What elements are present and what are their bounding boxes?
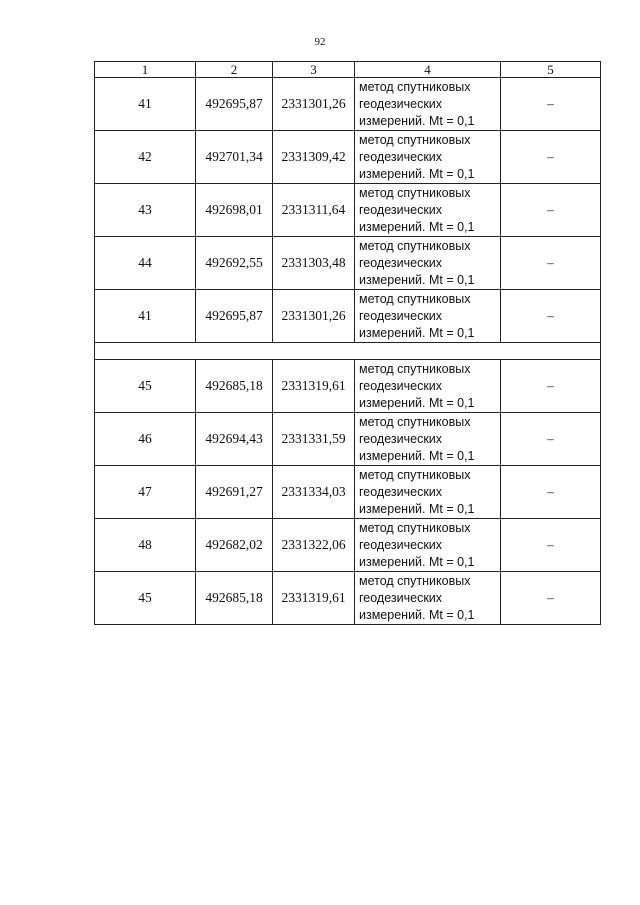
method-cell bbox=[355, 78, 501, 131]
method-cell bbox=[355, 466, 501, 519]
note-cell: – bbox=[501, 519, 601, 572]
method-line: метод спутниковых bbox=[359, 361, 471, 376]
method-line: измерений. Mt = 0,1 bbox=[359, 272, 475, 287]
x-coordinate-cell: 492694,43 bbox=[196, 413, 273, 466]
method-line: метод спутниковых bbox=[359, 520, 471, 535]
table-row bbox=[95, 131, 601, 184]
method-line: геодезических bbox=[359, 537, 443, 552]
coordinates-table bbox=[94, 61, 601, 625]
method-line: измерений. Mt = 0,1 bbox=[359, 448, 475, 463]
point-number-cell: 42 bbox=[95, 131, 196, 184]
note-cell: – bbox=[501, 360, 601, 413]
y-coordinate-cell: 2331311,64 bbox=[273, 184, 355, 237]
method-line: метод спутниковых bbox=[359, 291, 471, 306]
y-coordinate-cell: 2331301,26 bbox=[273, 290, 355, 343]
method-cell bbox=[355, 131, 501, 184]
table-row bbox=[95, 184, 601, 237]
x-coordinate-cell: 492692,55 bbox=[196, 237, 273, 290]
table-row bbox=[95, 413, 601, 466]
method-line: измерений. Mt = 0,1 bbox=[359, 219, 475, 234]
method-line: метод спутниковых bbox=[359, 573, 471, 588]
method-cell bbox=[355, 237, 501, 290]
table-row bbox=[95, 572, 601, 625]
method-cell bbox=[355, 184, 501, 237]
method-line: геодезических bbox=[359, 378, 443, 393]
y-coordinate-cell: 2331319,61 bbox=[273, 360, 355, 413]
table-row bbox=[95, 360, 601, 413]
x-coordinate-cell: 492695,87 bbox=[196, 78, 273, 131]
table-row bbox=[95, 290, 601, 343]
point-number-cell: 45 bbox=[95, 572, 196, 625]
x-coordinate-cell: 492685,18 bbox=[196, 360, 273, 413]
method-line: метод спутниковых bbox=[359, 79, 471, 94]
method-line: геодезических bbox=[359, 431, 443, 446]
point-number-cell: 45 bbox=[95, 360, 196, 413]
method-cell bbox=[355, 290, 501, 343]
method-line: геодезических bbox=[359, 484, 443, 499]
method-line: геодезических bbox=[359, 308, 443, 323]
x-coordinate-cell: 492701,34 bbox=[196, 131, 273, 184]
method-cell bbox=[355, 519, 501, 572]
note-cell: – bbox=[501, 413, 601, 466]
table-body bbox=[95, 78, 601, 625]
note-cell: – bbox=[501, 131, 601, 184]
note-cell: – bbox=[501, 466, 601, 519]
method-line: метод спутниковых bbox=[359, 467, 471, 482]
method-line: геодезических bbox=[359, 202, 443, 217]
separator-cell bbox=[95, 343, 601, 360]
point-number-cell: 48 bbox=[95, 519, 196, 572]
header-col-1: 1 bbox=[95, 62, 196, 78]
point-number-cell: 47 bbox=[95, 466, 196, 519]
method-line: измерений. Mt = 0,1 bbox=[359, 113, 475, 128]
method-line: геодезических bbox=[359, 96, 443, 111]
x-coordinate-cell: 492691,27 bbox=[196, 466, 273, 519]
note-cell: – bbox=[501, 572, 601, 625]
table-header-row bbox=[95, 62, 601, 78]
header-col-4: 4 bbox=[355, 62, 501, 78]
method-cell bbox=[355, 413, 501, 466]
method-line: метод спутниковых bbox=[359, 414, 471, 429]
y-coordinate-cell: 2331319,61 bbox=[273, 572, 355, 625]
y-coordinate-cell: 2331303,48 bbox=[273, 237, 355, 290]
header-col-2: 2 bbox=[196, 62, 273, 78]
table-row bbox=[95, 78, 601, 131]
table-separator-row bbox=[95, 343, 601, 360]
method-line: геодезических bbox=[359, 255, 443, 270]
header-col-5: 5 bbox=[501, 62, 601, 78]
method-line: геодезических bbox=[359, 149, 443, 164]
page-number: 92 bbox=[314, 36, 326, 48]
note-cell: – bbox=[501, 184, 601, 237]
point-number-cell: 41 bbox=[95, 290, 196, 343]
method-line: измерений. Mt = 0,1 bbox=[359, 166, 475, 181]
method-line: метод спутниковых bbox=[359, 132, 471, 147]
y-coordinate-cell: 2331301,26 bbox=[273, 78, 355, 131]
method-line: измерений. Mt = 0,1 bbox=[359, 395, 475, 410]
method-line: геодезических bbox=[359, 590, 443, 605]
header-col-3: 3 bbox=[273, 62, 355, 78]
method-cell bbox=[355, 572, 501, 625]
x-coordinate-cell: 492698,01 bbox=[196, 184, 273, 237]
table-row bbox=[95, 466, 601, 519]
method-line: измерений. Mt = 0,1 bbox=[359, 607, 475, 622]
note-cell: – bbox=[501, 78, 601, 131]
x-coordinate-cell: 492695,87 bbox=[196, 290, 273, 343]
method-line: измерений. Mt = 0,1 bbox=[359, 501, 475, 516]
method-line: измерений. Mt = 0,1 bbox=[359, 554, 475, 569]
x-coordinate-cell: 492685,18 bbox=[196, 572, 273, 625]
y-coordinate-cell: 2331322,06 bbox=[273, 519, 355, 572]
point-number-cell: 41 bbox=[95, 78, 196, 131]
method-cell bbox=[355, 360, 501, 413]
x-coordinate-cell: 492682,02 bbox=[196, 519, 273, 572]
method-line: измерений. Mt = 0,1 bbox=[359, 325, 475, 340]
point-number-cell: 43 bbox=[95, 184, 196, 237]
y-coordinate-cell: 2331334,03 bbox=[273, 466, 355, 519]
y-coordinate-cell: 2331331,59 bbox=[273, 413, 355, 466]
method-line: метод спутниковых bbox=[359, 185, 471, 200]
point-number-cell: 46 bbox=[95, 413, 196, 466]
note-cell: – bbox=[501, 237, 601, 290]
y-coordinate-cell: 2331309,42 bbox=[273, 131, 355, 184]
table-row bbox=[95, 519, 601, 572]
table-row bbox=[95, 237, 601, 290]
point-number-cell: 44 bbox=[95, 237, 196, 290]
note-cell: – bbox=[501, 290, 601, 343]
method-line: метод спутниковых bbox=[359, 238, 471, 253]
